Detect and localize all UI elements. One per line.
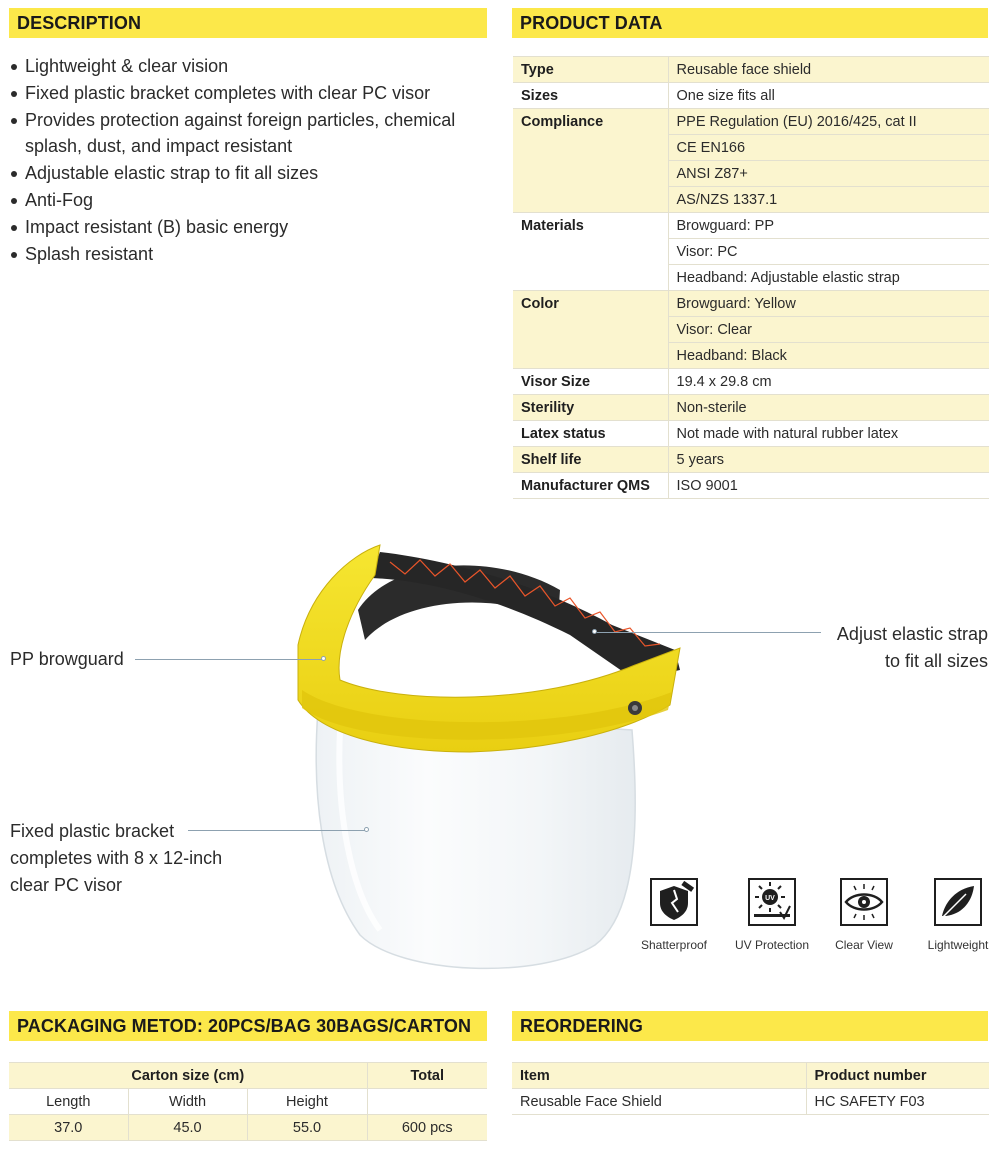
callout-bracket-line2: completes with 8 x 12-inch [10,848,223,868]
table-row [513,473,989,499]
description-item: Splash resistant [10,241,485,268]
row-key: Compliance [513,109,668,213]
row-value: Visor: Clear [668,317,989,343]
callout-dot [592,629,597,634]
table-row [9,1063,487,1089]
callout-line [135,659,323,660]
row-value: 5 years [668,447,989,473]
elastic-strap [370,552,680,680]
callout-bracket-line1: Fixed plastic bracket [10,821,175,841]
callout-line [597,632,821,633]
table-row [513,447,989,473]
length-label: Length [9,1089,128,1115]
table-row [513,83,989,109]
row-key: Type [513,57,668,83]
table-row [513,57,989,83]
feature-label: Shatterproof [640,938,708,952]
width-value: 45.0 [128,1115,247,1141]
feature-lightweight [908,876,1000,952]
feature-shatterproof [624,876,724,952]
feature-label: Clear View [835,938,893,952]
row-value: Visor: PC [668,239,989,265]
product-data-table [513,56,989,499]
row-key: Sizes [513,83,668,109]
row-value: CE EN166 [668,135,989,161]
table-row [513,109,989,135]
table-row [512,1063,989,1089]
row-key: Latex status [513,421,668,447]
uv-icon-text: UV [765,895,775,902]
description-item: Lightweight & clear vision [10,53,485,80]
feature-label: Lightweight [927,938,989,952]
row-key: Sterility [513,395,668,421]
table-row [513,421,989,447]
empty-cell [367,1089,487,1115]
reordering-table [512,1062,989,1115]
description-item: Adjustable elastic strap to fit all sizes [10,160,485,187]
description-item: Fixed plastic bracket completes with clear PC visor [10,80,485,107]
product-data-header [512,8,988,38]
feature-label: UV Protection [734,938,810,952]
row-key: Shelf life [513,447,668,473]
height-label: Height [247,1089,367,1115]
row-value: Non-sterile [668,395,989,421]
table-row [512,1089,989,1115]
table-row [513,213,989,239]
row-value: Reusable face shield [668,57,989,83]
packaging-table [9,1062,487,1141]
total-header: Total [367,1063,487,1089]
row-value: One size fits all [668,83,989,109]
description-title: DESCRIPTION [17,13,142,33]
callout-strap-line2: to fit all sizes [884,651,988,671]
callout-bracket-line3: clear PC visor [10,875,123,895]
callout-dot [364,827,369,832]
product-number-value: HC SAFETY F03 [806,1089,989,1115]
row-key: Color [513,291,668,369]
callout-dot [321,656,326,661]
table-row [513,369,989,395]
callout-browguard-text: PP browguard [10,649,124,669]
lightweight-icon [932,876,984,928]
description-list [10,53,485,267]
shatterproof-icon [648,876,700,928]
reordering-title: REORDERING [520,1016,644,1036]
carton-size-header: Carton size (cm) [9,1063,367,1089]
table-row [513,291,989,317]
row-value: Browguard: PP [668,213,989,239]
description-header [9,8,487,38]
feature-clear-view [814,876,914,952]
callout-strap [837,621,988,675]
length-value: 37.0 [9,1115,128,1141]
product-number-header: Product number [806,1063,989,1089]
row-value: Headband: Black [668,343,989,369]
total-value: 600 pcs [367,1115,487,1141]
table-row [9,1089,487,1115]
callout-strap-line1: Adjust elastic strap [836,624,988,644]
height-value: 55.0 [247,1115,367,1141]
row-value: Headband: Adjustable elastic strap [668,265,989,291]
callout-line [188,830,366,831]
description-item: Anti-Fog [10,187,485,214]
table-row [513,395,989,421]
row-value: AS/NZS 1337.1 [668,187,989,213]
packaging-title: PACKAGING METOD: 20PCS/BAG 30BAGS/CARTON [17,1016,472,1036]
uv-protection-icon [746,876,798,928]
callout-browguard [10,646,124,673]
clear-view-icon [838,876,890,928]
row-value: PPE Regulation (EU) 2016/425, cat II [668,109,989,135]
description-item: Impact resistant (B) basic energy [10,214,485,241]
row-value: 19.4 x 29.8 cm [668,369,989,395]
feature-uv-protection [722,876,822,952]
row-key: Materials [513,213,668,291]
description-item: Provides protection against foreign particles, chemical splash, dust, and impact resistant [10,107,485,161]
table-row [9,1115,487,1141]
reordering-header [512,1011,988,1041]
width-label: Width [128,1089,247,1115]
row-value: Browguard: Yellow [668,291,989,317]
item-value: Reusable Face Shield [512,1089,806,1115]
row-value: Not made with natural rubber latex [668,421,989,447]
row-value: ANSI Z87+ [668,161,989,187]
product-data-title: PRODUCT DATA [520,13,663,33]
item-header: Item [512,1063,806,1089]
row-key: Visor Size [513,369,668,395]
row-value: ISO 9001 [668,473,989,499]
row-key: Manufacturer QMS [513,473,668,499]
packaging-header [9,1011,487,1041]
